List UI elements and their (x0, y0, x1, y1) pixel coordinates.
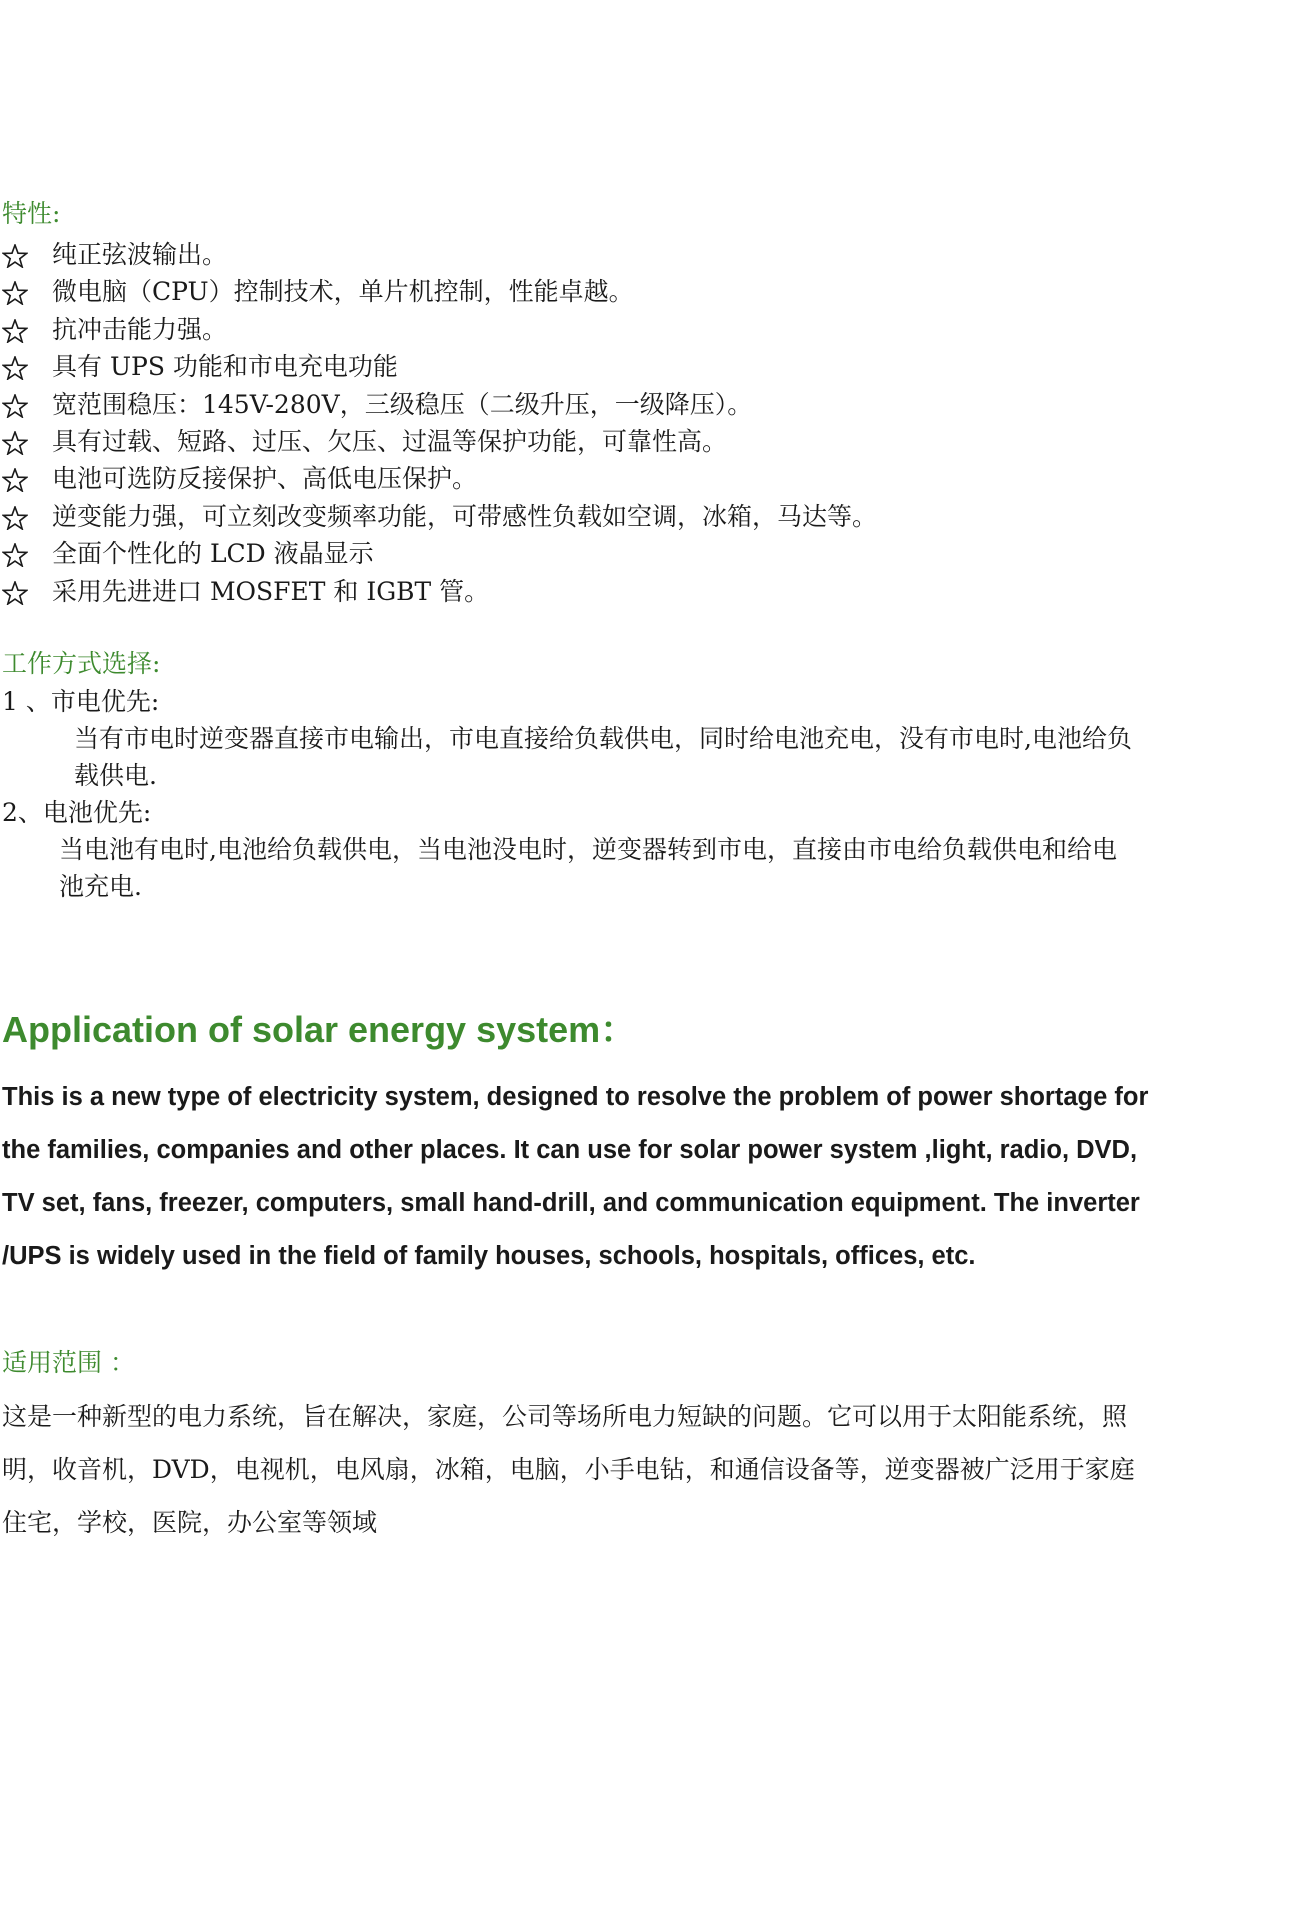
feature-text: 采用先进进口 MOSFET 和 IGBT 管。 (52, 576, 490, 606)
feature-text: 全面个性化的 LCD 液晶显示 (52, 539, 374, 569)
mode2-title: 2、电池优先: (2, 798, 152, 827)
feature-text: 逆变能力强，可立刻改变频率功能，可带感性负载如空调，冰箱，马达等。 (52, 501, 878, 531)
feature-text: 纯正弦波输出。 (52, 240, 228, 269)
work-mode-heading: 工作方式选择: (2, 649, 161, 678)
paragraph-line: 这是一种新型的电力系统，旨在解决，家庭，公司等场所电力短缺的问题。它可以用于太阳能系统，照 (2, 1402, 1128, 1431)
star-bullet-icon (2, 462, 30, 496)
mode1-description-line: 当有市电时逆变器直接市电输出，市电直接给负载供电，同时给电池充电，没有市电时,电池给负 (74, 724, 1132, 753)
application-heading-cn: 适用范围 ： (2, 1348, 135, 1377)
paragraph-line: TV set, fans, freezer, computers, small hand-drill, and communication equipment. The inverter (2, 1189, 1140, 1217)
mode1-description-line: 载供电. (74, 761, 157, 790)
star-bullet-icon (2, 575, 30, 609)
star-bullet-icon (2, 425, 30, 459)
feature-text: 微电脑（CPU）控制技术，单片机控制，性能卓越。 (52, 277, 634, 307)
mode2-description-line: 当电池有电时,电池给负载供电，当电池没电时，逆变器转到市电，直接由市电给负载供电和给电 (59, 835, 1117, 864)
star-bullet-icon (2, 313, 30, 347)
mode1-title: 1 、市电优先: (2, 687, 160, 716)
mode2-description-line: 池充电. (59, 872, 142, 901)
application-heading-en: Application of solar energy system： (2, 1009, 637, 1050)
star-bullet-icon (2, 537, 30, 571)
paragraph-line: 住宅，学校，医院，办公室等领域 (2, 1508, 378, 1537)
feature-text: 具有 UPS 功能和市电充电功能 (52, 352, 398, 382)
paragraph-line: /UPS is widely used in the field of family houses, schools, hospitals, offices, etc. (2, 1242, 976, 1270)
star-bullet-icon (2, 238, 30, 272)
paragraph-line: This is a new type of electricity system, designed to resolve the problem of power shortage for (2, 1083, 1149, 1111)
paragraph-line: the families, companies and other places. It can use for solar power system ,light, radio, DVD, (2, 1136, 1138, 1164)
star-bullet-icon (2, 350, 30, 384)
paragraph-line: 明，收音机，DVD，电视机，电风扇，冰箱，电脑，小手电钻，和通信设备等，逆变器被广泛用于家庭 (2, 1455, 1135, 1484)
features-heading: 特性: (2, 199, 61, 228)
feature-text: 宽范围稳压：145V-280V，三级稳压（二级升压，一级降压）。 (52, 389, 753, 419)
feature-text: 具有过载、短路、过压、欠压、过温等保护功能，可靠性高。 (52, 427, 728, 456)
star-bullet-icon (2, 275, 30, 309)
feature-text: 抗冲击能力强。 (52, 314, 228, 344)
star-bullet-icon (2, 500, 30, 534)
feature-text: 电池可选防反接保护、高低电压保护。 (52, 464, 478, 494)
star-bullet-icon (2, 388, 30, 422)
